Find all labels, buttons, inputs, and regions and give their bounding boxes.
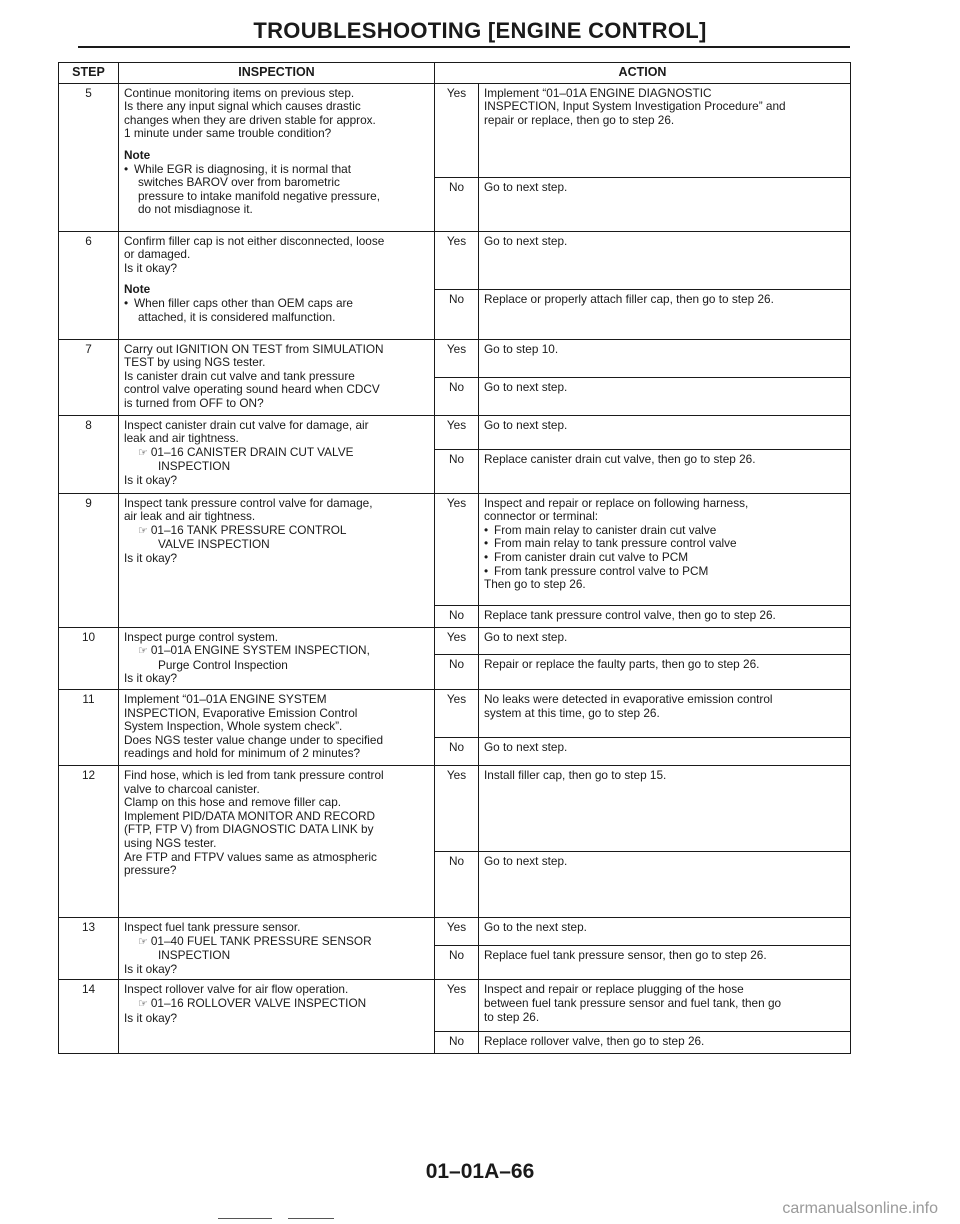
- yes-action: [479, 627, 851, 654]
- no-label: No: [435, 605, 479, 627]
- reference-line: INSPECTION: [158, 459, 231, 474]
- action-line: Go to next step.: [484, 629, 568, 644]
- note-line: pressure to intake manifold negative pressure,: [138, 188, 380, 203]
- inspection-line: Does NGS tester value change under to specified: [124, 732, 384, 747]
- action-line: Replace or properly attach filler cap, then go to step 26.: [484, 291, 774, 306]
- inspection-line: air leak and air tightness.: [124, 509, 256, 524]
- action-line: repair or replace, then go to step 26.: [484, 112, 675, 127]
- no-action: [479, 654, 851, 689]
- inspection-line: Are FTP and FTPV values same as atmospheric: [124, 849, 377, 864]
- inspection-line: changes when they are driven stable for approx.: [124, 112, 376, 127]
- table-row: [59, 339, 851, 377]
- inspection-line: Inspect rollover valve for air flow operation.: [124, 982, 349, 997]
- yes-label: Yes: [435, 689, 479, 737]
- inspection-line: Is it okay?: [124, 260, 178, 275]
- yes-label: Yes: [435, 917, 479, 945]
- question-line: Is it okay?: [124, 1010, 178, 1025]
- step-number: 10: [59, 627, 119, 689]
- action-line: Replace rollover valve, then go to step 26.: [484, 1034, 705, 1049]
- table-row: [59, 415, 851, 449]
- yes-label: Yes: [435, 231, 479, 289]
- inspection-line: Implement “01–01A ENGINE SYSTEM: [124, 691, 327, 706]
- question-line: Is it okay?: [124, 550, 178, 565]
- action-line: Inspect and repair or replace on following harness,: [484, 495, 749, 510]
- inspection-line: or damaged.: [124, 247, 191, 262]
- action-line: Go to next step.: [484, 853, 568, 868]
- no-label: No: [435, 654, 479, 689]
- step-number: 14: [59, 980, 119, 1054]
- yes-action: [479, 415, 851, 449]
- yes-label: Yes: [435, 339, 479, 377]
- step-number: 13: [59, 917, 119, 979]
- action-line: Replace fuel tank pressure sensor, then go to step 26.: [484, 948, 767, 963]
- inspection-line: Is canister drain cut valve and tank pressure: [124, 368, 355, 383]
- reference-line: INSPECTION: [158, 948, 231, 963]
- page-title: TROUBLESHOOTING [ENGINE CONTROL]: [253, 18, 707, 43]
- note-line: • While EGR is diagnosing, it is normal that: [124, 163, 429, 177]
- inspection-line: Implement PID/DATA MONITOR AND RECORD: [124, 808, 376, 823]
- yes-action: [479, 917, 851, 945]
- action-line: Go to next step.: [484, 417, 568, 432]
- inspection-cell: [119, 415, 435, 493]
- action-header: ACTION: [435, 63, 851, 84]
- reference-line: ☞ 01–01A ENGINE SYSTEM INSPECTION,: [124, 644, 429, 659]
- step-number: 12: [59, 765, 119, 917]
- inspection-cell: [119, 83, 435, 231]
- inspection-cell: [119, 917, 435, 979]
- inspection-line: using NGS tester.: [124, 835, 217, 850]
- yes-action: [479, 231, 851, 289]
- inspection-line: Find hose, which is led from tank pressure control: [124, 767, 384, 782]
- action-bullet: • From tank pressure control valve to PCM: [484, 565, 845, 579]
- step-number: 11: [59, 689, 119, 765]
- reference-line: VALVE INSPECTION: [158, 537, 270, 552]
- yes-label: Yes: [435, 627, 479, 654]
- action-line: connector or terminal:: [484, 509, 599, 524]
- yes-action: [479, 689, 851, 737]
- no-action: [479, 177, 851, 231]
- action-bullet: • From main relay to canister drain cut valve: [484, 524, 845, 538]
- inspection-line: Continue monitoring items on previous step.: [124, 85, 355, 100]
- scan-mark: [288, 1218, 334, 1219]
- inspection-line: valve to charcoal canister.: [124, 781, 260, 796]
- question-line: Is it okay?: [124, 961, 178, 976]
- note-line: attached, it is considered malfunction.: [138, 309, 336, 324]
- yes-action: [479, 980, 851, 1032]
- action-line: Install filler cap, then go to step 15.: [484, 767, 667, 782]
- table-header-row: [59, 63, 851, 84]
- no-action: [479, 377, 851, 415]
- reference-line: ☞ 01–16 ROLLOVER VALVE INSPECTION: [124, 997, 429, 1012]
- action-line: Replace canister drain cut valve, then go to step 26.: [484, 451, 756, 466]
- yes-action: [479, 339, 851, 377]
- inspection-cell: [119, 980, 435, 1054]
- action-line: Then go to step 26.: [484, 577, 586, 592]
- table-row: [59, 493, 851, 605]
- no-action: [479, 1032, 851, 1054]
- page-number: 01–01A–66: [425, 1160, 535, 1183]
- no-action: [479, 851, 851, 917]
- yes-label: Yes: [435, 493, 479, 605]
- table-row: [59, 689, 851, 737]
- action-line: Repair or replace the faulty parts, then go to step 26.: [484, 656, 760, 671]
- action-bullet: • From main relay to tank pressure control valve: [484, 537, 845, 551]
- step-number: 7: [59, 339, 119, 415]
- action-line: to step 26.: [484, 1009, 540, 1024]
- action-line: Go to step 10.: [484, 341, 559, 356]
- table-row: [59, 627, 851, 654]
- note-line: switches BAROV over from barometric: [138, 175, 340, 190]
- action-line: Go to next step.: [484, 739, 568, 754]
- no-action: [479, 737, 851, 765]
- inspection-line: Carry out IGNITION ON TEST from SIMULATION: [124, 341, 384, 356]
- inspection-line: INSPECTION, Evaporative Emission Control: [124, 705, 358, 720]
- reference-line: ☞ 01–16 TANK PRESSURE CONTROL: [124, 524, 429, 539]
- action-line: Go to next step.: [484, 179, 568, 194]
- no-label: No: [435, 851, 479, 917]
- note-heading: Note: [124, 282, 151, 297]
- action-line: Implement “01–01A ENGINE DIAGNOSTIC: [484, 85, 712, 100]
- step-number: 8: [59, 415, 119, 493]
- inspection-cell: [119, 689, 435, 765]
- step-header: STEP: [59, 63, 119, 84]
- yes-action: [479, 765, 851, 851]
- troubleshooting-table: [58, 62, 851, 1054]
- yes-label: Yes: [435, 415, 479, 449]
- step-number: 9: [59, 493, 119, 627]
- no-label: No: [435, 1032, 479, 1054]
- table-row: [59, 83, 851, 177]
- table-row: [59, 917, 851, 945]
- no-action: [479, 289, 851, 339]
- no-label: No: [435, 449, 479, 493]
- inspection-line: readings and hold for minimum of 2 minutes?: [124, 746, 361, 761]
- inspection-line: Inspect canister drain cut valve for damage, air: [124, 417, 369, 432]
- step-number: 6: [59, 231, 119, 339]
- action-line: Inspect and repair or replace plugging of the hose: [484, 982, 744, 997]
- action-line: Go to next step.: [484, 233, 568, 248]
- inspection-line: Is there any input signal which causes drastic: [124, 99, 361, 114]
- yes-action: [479, 83, 851, 177]
- step-number: 5: [59, 83, 119, 231]
- reference-line: ☞ 01–16 CANISTER DRAIN CUT VALVE: [124, 446, 429, 461]
- inspection-line: (FTP, FTP V) from DIAGNOSTIC DATA LINK by: [124, 822, 374, 837]
- question-line: Is it okay?: [124, 671, 178, 686]
- no-label: No: [435, 377, 479, 415]
- inspection-line: TEST by using NGS tester.: [124, 355, 266, 370]
- action-line: between fuel tank pressure sensor and fuel tank, then go: [484, 995, 782, 1010]
- action-line: Go to the next step.: [484, 919, 587, 934]
- reference-line: ☞ 01–40 FUEL TANK PRESSURE SENSOR: [124, 935, 429, 950]
- inspection-line: Inspect tank pressure control valve for damage,: [124, 495, 373, 510]
- inspection-line: System Inspection, Whole system check”.: [124, 719, 343, 734]
- inspection-line: Confirm filler cap is not either disconnected, loose: [124, 233, 385, 248]
- inspection-line: 1 minute under same trouble condition?: [124, 126, 332, 141]
- inspection-cell: [119, 765, 435, 917]
- scan-mark: [218, 1218, 272, 1219]
- no-label: No: [435, 946, 479, 980]
- inspection-header: INSPECTION: [119, 63, 435, 84]
- note-line: • When filler caps other than OEM caps are: [124, 297, 429, 311]
- action-line: No leaks were detected in evaporative emission control: [484, 691, 773, 706]
- no-label: No: [435, 737, 479, 765]
- inspection-cell: [119, 627, 435, 689]
- inspection-cell: [119, 339, 435, 415]
- inspection-cell: [119, 231, 435, 339]
- yes-label: Yes: [435, 83, 479, 177]
- inspection-line: Clamp on this hose and remove filler cap.: [124, 795, 342, 810]
- no-label: No: [435, 289, 479, 339]
- note-line: do not misdiagnose it.: [138, 202, 253, 217]
- no-action: [479, 449, 851, 493]
- note-heading: Note: [124, 147, 151, 162]
- watermark: carmanualsonline.info: [782, 1200, 938, 1217]
- no-action: [479, 946, 851, 980]
- action-line: Replace tank pressure control valve, then go to step 26.: [484, 607, 776, 622]
- yes-label: Yes: [435, 980, 479, 1032]
- yes-action: [479, 493, 851, 605]
- inspection-line: Inspect purge control system.: [124, 629, 279, 644]
- action-line: INSPECTION, Input System Investigation Procedure” and: [484, 99, 786, 114]
- no-action: [479, 605, 851, 627]
- table-row: [59, 231, 851, 289]
- table-row: [59, 980, 851, 1032]
- action-line: Go to next step.: [484, 379, 568, 394]
- action-bullet: • From canister drain cut valve to PCM: [484, 551, 845, 565]
- reference-line: Purge Control Inspection: [158, 657, 288, 672]
- no-label: No: [435, 177, 479, 231]
- inspection-line: is turned from OFF to ON?: [124, 395, 264, 410]
- inspection-line: leak and air tightness.: [124, 431, 239, 446]
- inspection-line: Inspect fuel tank pressure sensor.: [124, 919, 301, 934]
- inspection-line: control valve operating sound heard when CDCV: [124, 382, 380, 397]
- yes-label: Yes: [435, 765, 479, 851]
- inspection-cell: [119, 493, 435, 627]
- question-line: Is it okay?: [124, 472, 178, 487]
- title-rule: [78, 46, 850, 48]
- table-row: [59, 765, 851, 851]
- inspection-line: pressure?: [124, 863, 177, 878]
- action-line: system at this time, go to step 26.: [484, 705, 660, 720]
